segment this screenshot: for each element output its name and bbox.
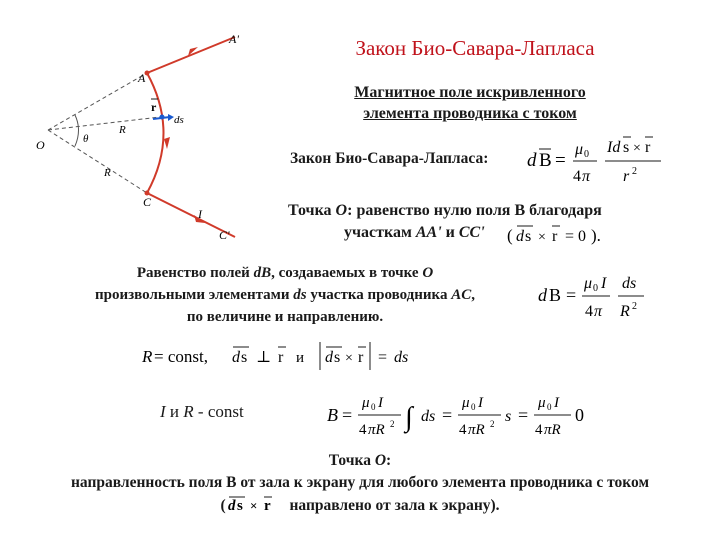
label-O: O <box>36 138 45 152</box>
ray-OA <box>48 73 147 130</box>
ray-O-ds <box>48 117 160 130</box>
page-title: Закон Био-Савара-Лапласа <box>355 36 595 60</box>
text: участка проводника <box>306 287 452 303</box>
svg-text:μ: μ <box>575 141 584 158</box>
svg-text:r: r <box>278 349 284 366</box>
svg-text:s: s <box>505 408 512 425</box>
equality-line1 <box>40 262 530 284</box>
text: от зала к экрану для любого элемента проводника с током <box>236 474 650 491</box>
svg-text:πR: πR <box>468 422 485 438</box>
label-C: C <box>143 195 152 209</box>
symbol-O: O <box>374 452 387 469</box>
svg-text:0: 0 <box>471 402 476 412</box>
symbol-AC: AC <box>451 287 472 303</box>
svg-text:ds: ds <box>421 408 436 425</box>
svg-text:I: I <box>478 395 483 411</box>
law-label: Закон Био-Савара-Лапласа: <box>290 150 489 167</box>
svg-text:I: I <box>378 395 383 411</box>
svg-text:).: ). <box>591 226 601 245</box>
svg-text:r: r <box>623 168 630 185</box>
integral-formula <box>325 384 595 446</box>
svg-text:=: = <box>566 285 577 305</box>
svg-text:2: 2 <box>632 301 637 312</box>
svg-text:d: d <box>227 498 236 514</box>
final-line2 <box>10 472 710 494</box>
text: произвольными элементами <box>95 287 294 303</box>
svg-text:μ: μ <box>584 275 593 292</box>
symbol-dB: dB <box>253 265 272 281</box>
symbol-R: R <box>183 402 194 421</box>
text: - const <box>193 402 244 421</box>
text: Равенство полей <box>136 265 254 281</box>
subtitle-line1: Магнитное поле искривленного <box>354 84 586 101</box>
svg-text:=: = <box>555 150 566 171</box>
svg-text:0: 0 <box>547 402 552 412</box>
symbol-I: I <box>160 402 166 421</box>
svg-text:d: d <box>325 349 333 366</box>
text: участкам <box>344 224 416 241</box>
svg-text:4: 4 <box>459 422 467 438</box>
svg-text:= const,: = const, <box>154 347 208 366</box>
svg-text:s: s <box>236 498 243 514</box>
svg-text:4: 4 <box>573 168 581 185</box>
symbol-O: O <box>422 265 434 281</box>
svg-text:r: r <box>645 139 651 156</box>
conductor-diagram <box>30 25 255 250</box>
svg-text:r: r <box>552 228 558 245</box>
symbol-ds: ds <box>293 287 307 303</box>
svg-text:π: π <box>594 303 603 320</box>
svg-text:d: d <box>232 349 240 366</box>
svg-text:s: s <box>623 139 630 156</box>
text: , создаваемых в точке <box>271 265 423 281</box>
svg-text:μ: μ <box>462 395 470 411</box>
svg-text:B: B <box>327 405 338 425</box>
text: : равенство нулю поля <box>347 202 515 219</box>
biot-savart-formula <box>525 128 675 190</box>
point-O-line1 <box>288 200 688 222</box>
svg-text:2: 2 <box>632 166 637 177</box>
svg-text:πR: πR <box>368 422 385 438</box>
final-line3 <box>10 494 710 517</box>
symbol-B: B <box>514 202 526 219</box>
text: направлено от зала к экрану). <box>285 497 500 514</box>
svg-text:4: 4 <box>359 422 367 438</box>
svg-text:d: d <box>538 285 547 305</box>
svg-text:μ: μ <box>538 395 546 411</box>
svg-text:=: = <box>342 405 353 425</box>
label-A: A <box>138 71 146 85</box>
conductor-arc-AC <box>147 73 164 193</box>
svg-text:B: B <box>539 150 552 171</box>
ds-cross-r-inline <box>226 494 286 514</box>
svg-text:μ: μ <box>362 395 370 411</box>
conductor-straight-AA <box>147 37 235 73</box>
current-arrow-arc <box>164 137 170 149</box>
svg-text:=: = <box>518 405 529 425</box>
text: Точка <box>288 202 336 219</box>
text: , <box>471 287 475 303</box>
svg-text:2: 2 <box>490 419 495 429</box>
ray-OC <box>48 130 147 193</box>
symbol-AA: AA' <box>415 224 442 241</box>
svg-text:=: = <box>378 349 388 366</box>
label-A-prime: A' <box>229 32 239 46</box>
svg-text:ds: ds <box>622 275 637 292</box>
svg-text:0: 0 <box>575 405 584 425</box>
svg-text:= 0: = 0 <box>565 228 587 245</box>
I-R-const <box>160 402 244 422</box>
svg-text:4: 4 <box>585 303 593 320</box>
equality-line2 <box>40 284 530 306</box>
svg-text:⊥: ⊥ <box>256 349 272 366</box>
svg-text:R: R <box>142 347 153 366</box>
svg-text:2: 2 <box>390 419 395 429</box>
subtitle-line2: элемента проводника с током <box>363 105 577 122</box>
label-C-prime: C' <box>219 228 230 242</box>
svg-text:B: B <box>549 285 562 305</box>
and-word: и <box>296 350 305 366</box>
cross-zero-formula <box>507 222 632 248</box>
dB-formula <box>538 264 668 326</box>
label-ds: ds <box>174 114 184 126</box>
text: и <box>165 402 184 421</box>
subtitle <box>300 82 640 124</box>
svg-text:r: r <box>358 349 364 366</box>
text: Точка <box>328 452 375 469</box>
svg-text:π: π <box>582 168 591 185</box>
svg-text:s: s <box>334 349 341 366</box>
svg-text:d: d <box>527 150 537 171</box>
svg-text:πR: πR <box>544 422 561 438</box>
text: и <box>441 224 459 241</box>
svg-text:s: s <box>525 228 532 245</box>
equality-line3: по величине и направлению. <box>186 309 384 325</box>
svg-text:R: R <box>620 303 630 320</box>
final-line1 <box>10 450 710 472</box>
label-r-vector: r <box>151 100 157 114</box>
svg-text:∫: ∫ <box>405 402 413 433</box>
equality-statement <box>40 262 530 328</box>
text: благодаря <box>525 202 602 219</box>
svg-text:Id: Id <box>607 139 621 156</box>
svg-text:4: 4 <box>535 422 543 438</box>
label-R-upper: R <box>119 124 126 136</box>
svg-text:×: × <box>633 141 641 156</box>
text: ( <box>220 497 226 514</box>
svg-text:I: I <box>601 275 607 292</box>
svg-text:0: 0 <box>584 149 589 160</box>
svg-text:×: × <box>345 351 353 366</box>
svg-text:×: × <box>249 498 258 513</box>
svg-text:d: d <box>516 228 524 245</box>
text: : <box>386 452 392 469</box>
svg-text:=: = <box>442 405 453 425</box>
svg-text:s: s <box>241 349 248 366</box>
label-theta: θ <box>83 133 89 145</box>
svg-text:0: 0 <box>593 283 598 294</box>
svg-text:I: I <box>554 395 559 411</box>
ds-point <box>160 115 165 120</box>
final-statement <box>10 450 710 517</box>
svg-text:0: 0 <box>371 402 376 412</box>
label-I: I <box>198 207 202 221</box>
symbol-B: B <box>226 474 237 491</box>
svg-text:×: × <box>538 230 546 245</box>
svg-text:(: ( <box>507 226 513 245</box>
svg-text:r: r <box>263 498 271 514</box>
theta-arc <box>75 115 79 146</box>
symbol-O: O <box>335 202 348 219</box>
conditions-formula <box>140 338 430 374</box>
text: направленность поля <box>70 474 227 491</box>
symbol-CC: CC' <box>458 224 485 241</box>
svg-text:ds: ds <box>394 349 409 366</box>
label-R-lower: R <box>104 167 111 179</box>
